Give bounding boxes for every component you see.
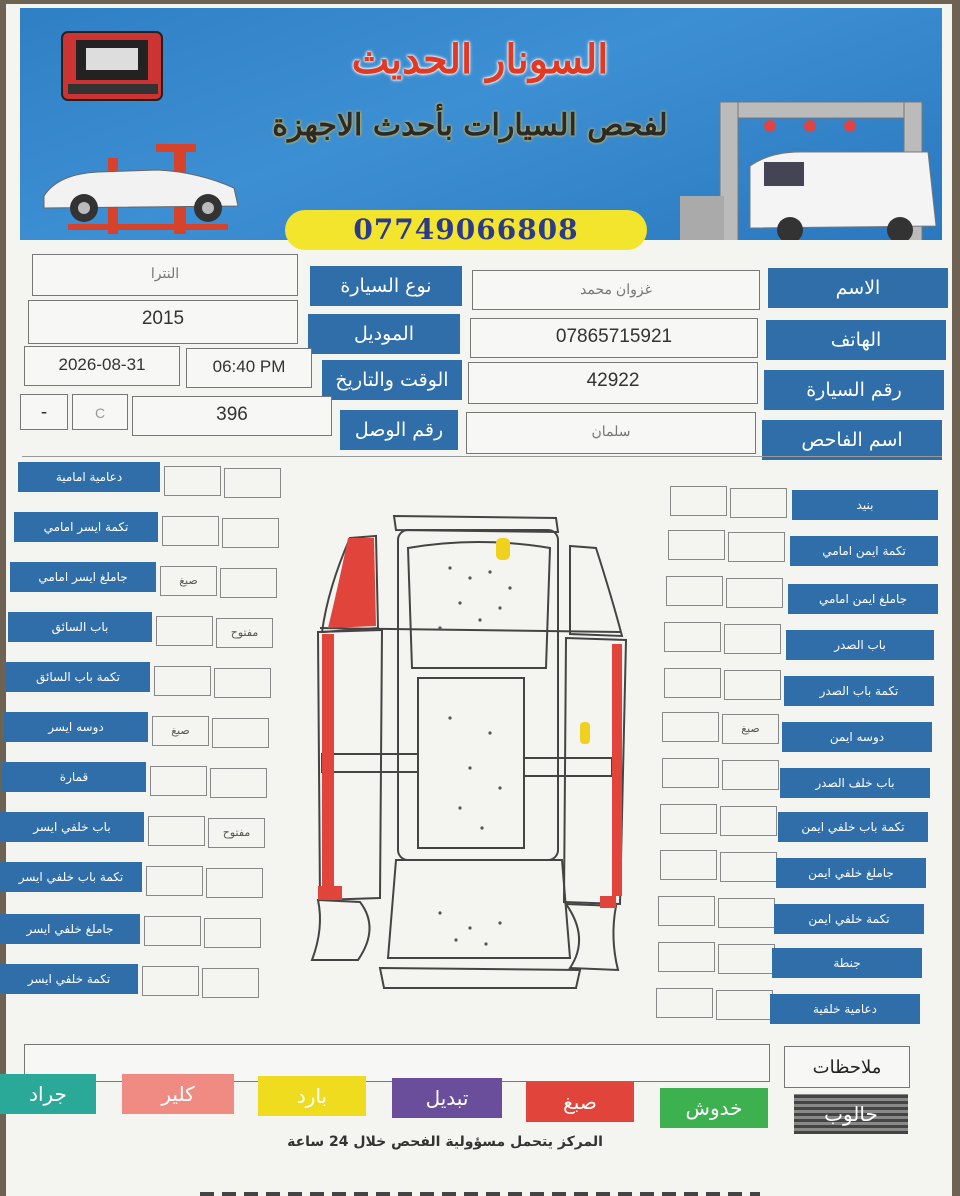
left-part-cell[interactable]	[206, 868, 263, 898]
right-part-label: تكمة خلفي ايمن	[774, 904, 924, 934]
left-part-cell[interactable]: صبغ	[152, 716, 209, 746]
right-part-cell[interactable]	[662, 712, 719, 742]
name-value: غزوان محمد	[472, 270, 760, 310]
banner-title: السونار الحديث	[351, 36, 609, 83]
paint-mark-left-rear	[318, 886, 342, 900]
right-part-cell[interactable]	[722, 760, 779, 790]
right-part-cell[interactable]	[660, 804, 717, 834]
legend-swatch-tabdeel: تبديل	[392, 1078, 502, 1118]
right-part-cell[interactable]	[728, 532, 785, 562]
right-rear-fender	[566, 904, 618, 970]
left-part-label: باب السائق	[8, 612, 152, 642]
left-part-label: باب خلفي ايسر	[0, 812, 144, 842]
date-value: 2026-08-31	[24, 346, 180, 386]
right-part-label: دعامية خلفية	[770, 994, 920, 1024]
right-part-cell[interactable]	[724, 624, 781, 654]
receipt-value: 396	[132, 396, 332, 436]
model-label: الموديل	[308, 314, 460, 354]
name-label: الاسم	[768, 268, 948, 308]
left-part-label: جاملغ خلفي ايسر	[0, 914, 140, 944]
paint-mark-left-side	[322, 634, 334, 896]
header-divider	[22, 456, 942, 457]
right-part-label: باب خلف الصدر	[780, 768, 930, 798]
right-part-label: باب الصدر	[786, 630, 934, 660]
right-part-cell[interactable]	[726, 578, 783, 608]
receipt-extra-2: C	[72, 394, 128, 430]
inspector-value: سلمان	[466, 412, 756, 454]
phone-value: 07865715921	[470, 318, 758, 358]
right-part-cell[interactable]	[656, 988, 713, 1018]
car-type-value: النترا	[32, 254, 298, 296]
left-part-label: دوسه ايسر	[4, 712, 148, 742]
right-cross-bar	[524, 758, 612, 776]
right-part-cell[interactable]	[724, 670, 781, 700]
footer-cutoff-text	[200, 1178, 760, 1196]
right-part-cell[interactable]: صبغ	[722, 714, 779, 744]
left-part-cell[interactable]	[204, 918, 261, 948]
right-part-cell[interactable]	[720, 806, 777, 836]
left-part-label: تكمة ايسر امامي	[14, 512, 158, 542]
yellow-mark-roof	[496, 538, 510, 560]
right-part-cell[interactable]	[718, 944, 775, 974]
legend-swatch-sabgh: صبغ	[526, 1082, 634, 1122]
left-part-label: قمارة	[2, 762, 146, 792]
left-part-cell[interactable]	[222, 518, 279, 548]
left-part-cell[interactable]	[146, 866, 203, 896]
right-part-cell[interactable]	[664, 668, 721, 698]
yellow-mark-side	[580, 722, 590, 744]
right-part-label: تكمة باب خلفي ايمن	[778, 812, 928, 842]
right-part-cell[interactable]	[658, 896, 715, 926]
left-part-cell[interactable]	[162, 516, 219, 546]
legend-swatch-khudoosh: خدوش	[660, 1088, 768, 1128]
left-part-label: جاملغ ايسر امامي	[10, 562, 156, 592]
left-part-cell[interactable]: صبغ	[160, 566, 217, 596]
right-part-cell[interactable]	[666, 576, 723, 606]
plate-label: رقم السيارة	[764, 370, 944, 410]
right-part-cell[interactable]	[670, 486, 727, 516]
diagnostic-device-icon	[58, 26, 168, 106]
model-value: 2015	[28, 300, 298, 344]
left-part-cell[interactable]	[224, 468, 281, 498]
left-part-cell[interactable]	[144, 916, 201, 946]
right-part-cell[interactable]	[662, 758, 719, 788]
paint-mark-left-fender	[328, 538, 376, 628]
left-part-label: تكمة باب خلفي ايسر	[0, 862, 142, 892]
right-part-cell[interactable]	[664, 622, 721, 652]
footer-note: المركز يتحمل مسؤولية الفحص خلال 24 ساعة	[287, 1134, 603, 1150]
left-part-cell[interactable]	[212, 718, 269, 748]
right-part-label: دوسه ايمن	[782, 722, 932, 752]
car-type-label: نوع السيارة	[310, 266, 462, 306]
paint-mark-right-rear	[600, 896, 616, 908]
receipt-label: رقم الوصل	[340, 410, 458, 450]
left-part-cell[interactable]: مفتوح	[216, 618, 273, 648]
right-part-cell[interactable]	[658, 942, 715, 972]
left-part-cell[interactable]	[156, 616, 213, 646]
left-part-cell[interactable]	[150, 766, 207, 796]
notes-label: ملاحظات	[784, 1046, 910, 1088]
left-part-cell[interactable]	[154, 666, 211, 696]
plate-value: 42922	[468, 362, 758, 404]
right-part-cell[interactable]	[718, 898, 775, 928]
right-part-label: تكمة باب الصدر	[784, 676, 934, 706]
left-part-cell[interactable]	[210, 768, 267, 798]
right-part-label: بنيد	[792, 490, 938, 520]
paint-mark-right-side	[612, 644, 622, 896]
left-part-label: تكمة خلفي ايسر	[0, 964, 138, 994]
left-part-label: تكمة باب السائق	[6, 662, 150, 692]
legend-swatch-klear: كلير	[122, 1074, 234, 1114]
roof-outline	[408, 542, 550, 668]
inspector-label: اسم الفاحص	[762, 420, 942, 460]
right-part-label: جاملغ خلفي ايمن	[776, 858, 926, 888]
datetime-label: الوقت والتاريخ	[322, 360, 462, 400]
right-part-cell[interactable]	[668, 530, 725, 560]
right-front-fender	[570, 546, 622, 636]
trunk-outline	[388, 860, 570, 958]
left-part-cell[interactable]	[214, 668, 271, 698]
left-part-label: دعامية امامية	[18, 462, 160, 492]
car-body-outline	[398, 530, 558, 860]
phone-label: الهاتف	[766, 320, 946, 360]
left-cross-bar	[322, 754, 418, 772]
time-value: 06:40 PM	[186, 348, 312, 388]
left-part-cell[interactable]	[164, 466, 221, 496]
rear-bumper-outline	[380, 968, 580, 988]
legend-swatch-bard: بارد	[258, 1076, 366, 1116]
right-part-cell[interactable]	[720, 852, 777, 882]
banner-phone: 07749066808	[285, 210, 647, 250]
left-part-cell[interactable]	[220, 568, 277, 598]
right-part-cell[interactable]	[716, 990, 773, 1020]
car-lift-icon	[38, 144, 248, 236]
cabin-outline	[418, 678, 524, 848]
right-part-label: جنطة	[772, 948, 922, 978]
left-part-cell[interactable]	[202, 968, 259, 998]
header-banner	[20, 8, 942, 240]
legend-swatch-haloob: حالوب	[794, 1094, 908, 1134]
banner-subtitle: لفحص السيارات بأحدث الاجهزة	[272, 108, 668, 143]
receipt-extra-1: -	[20, 394, 68, 430]
right-part-cell[interactable]	[660, 850, 717, 880]
right-part-label: تكمة ايمن امامي	[790, 536, 938, 566]
right-part-label: جاملغ ايمن امامي	[788, 584, 938, 614]
left-rear-fender	[312, 900, 370, 960]
left-part-cell[interactable]	[148, 816, 205, 846]
left-part-cell[interactable]	[142, 966, 199, 996]
left-part-cell[interactable]: مفتوح	[208, 818, 265, 848]
car-diagram	[300, 508, 640, 998]
right-part-cell[interactable]	[730, 488, 787, 518]
legend-swatch-jarad: جراد	[0, 1074, 96, 1114]
